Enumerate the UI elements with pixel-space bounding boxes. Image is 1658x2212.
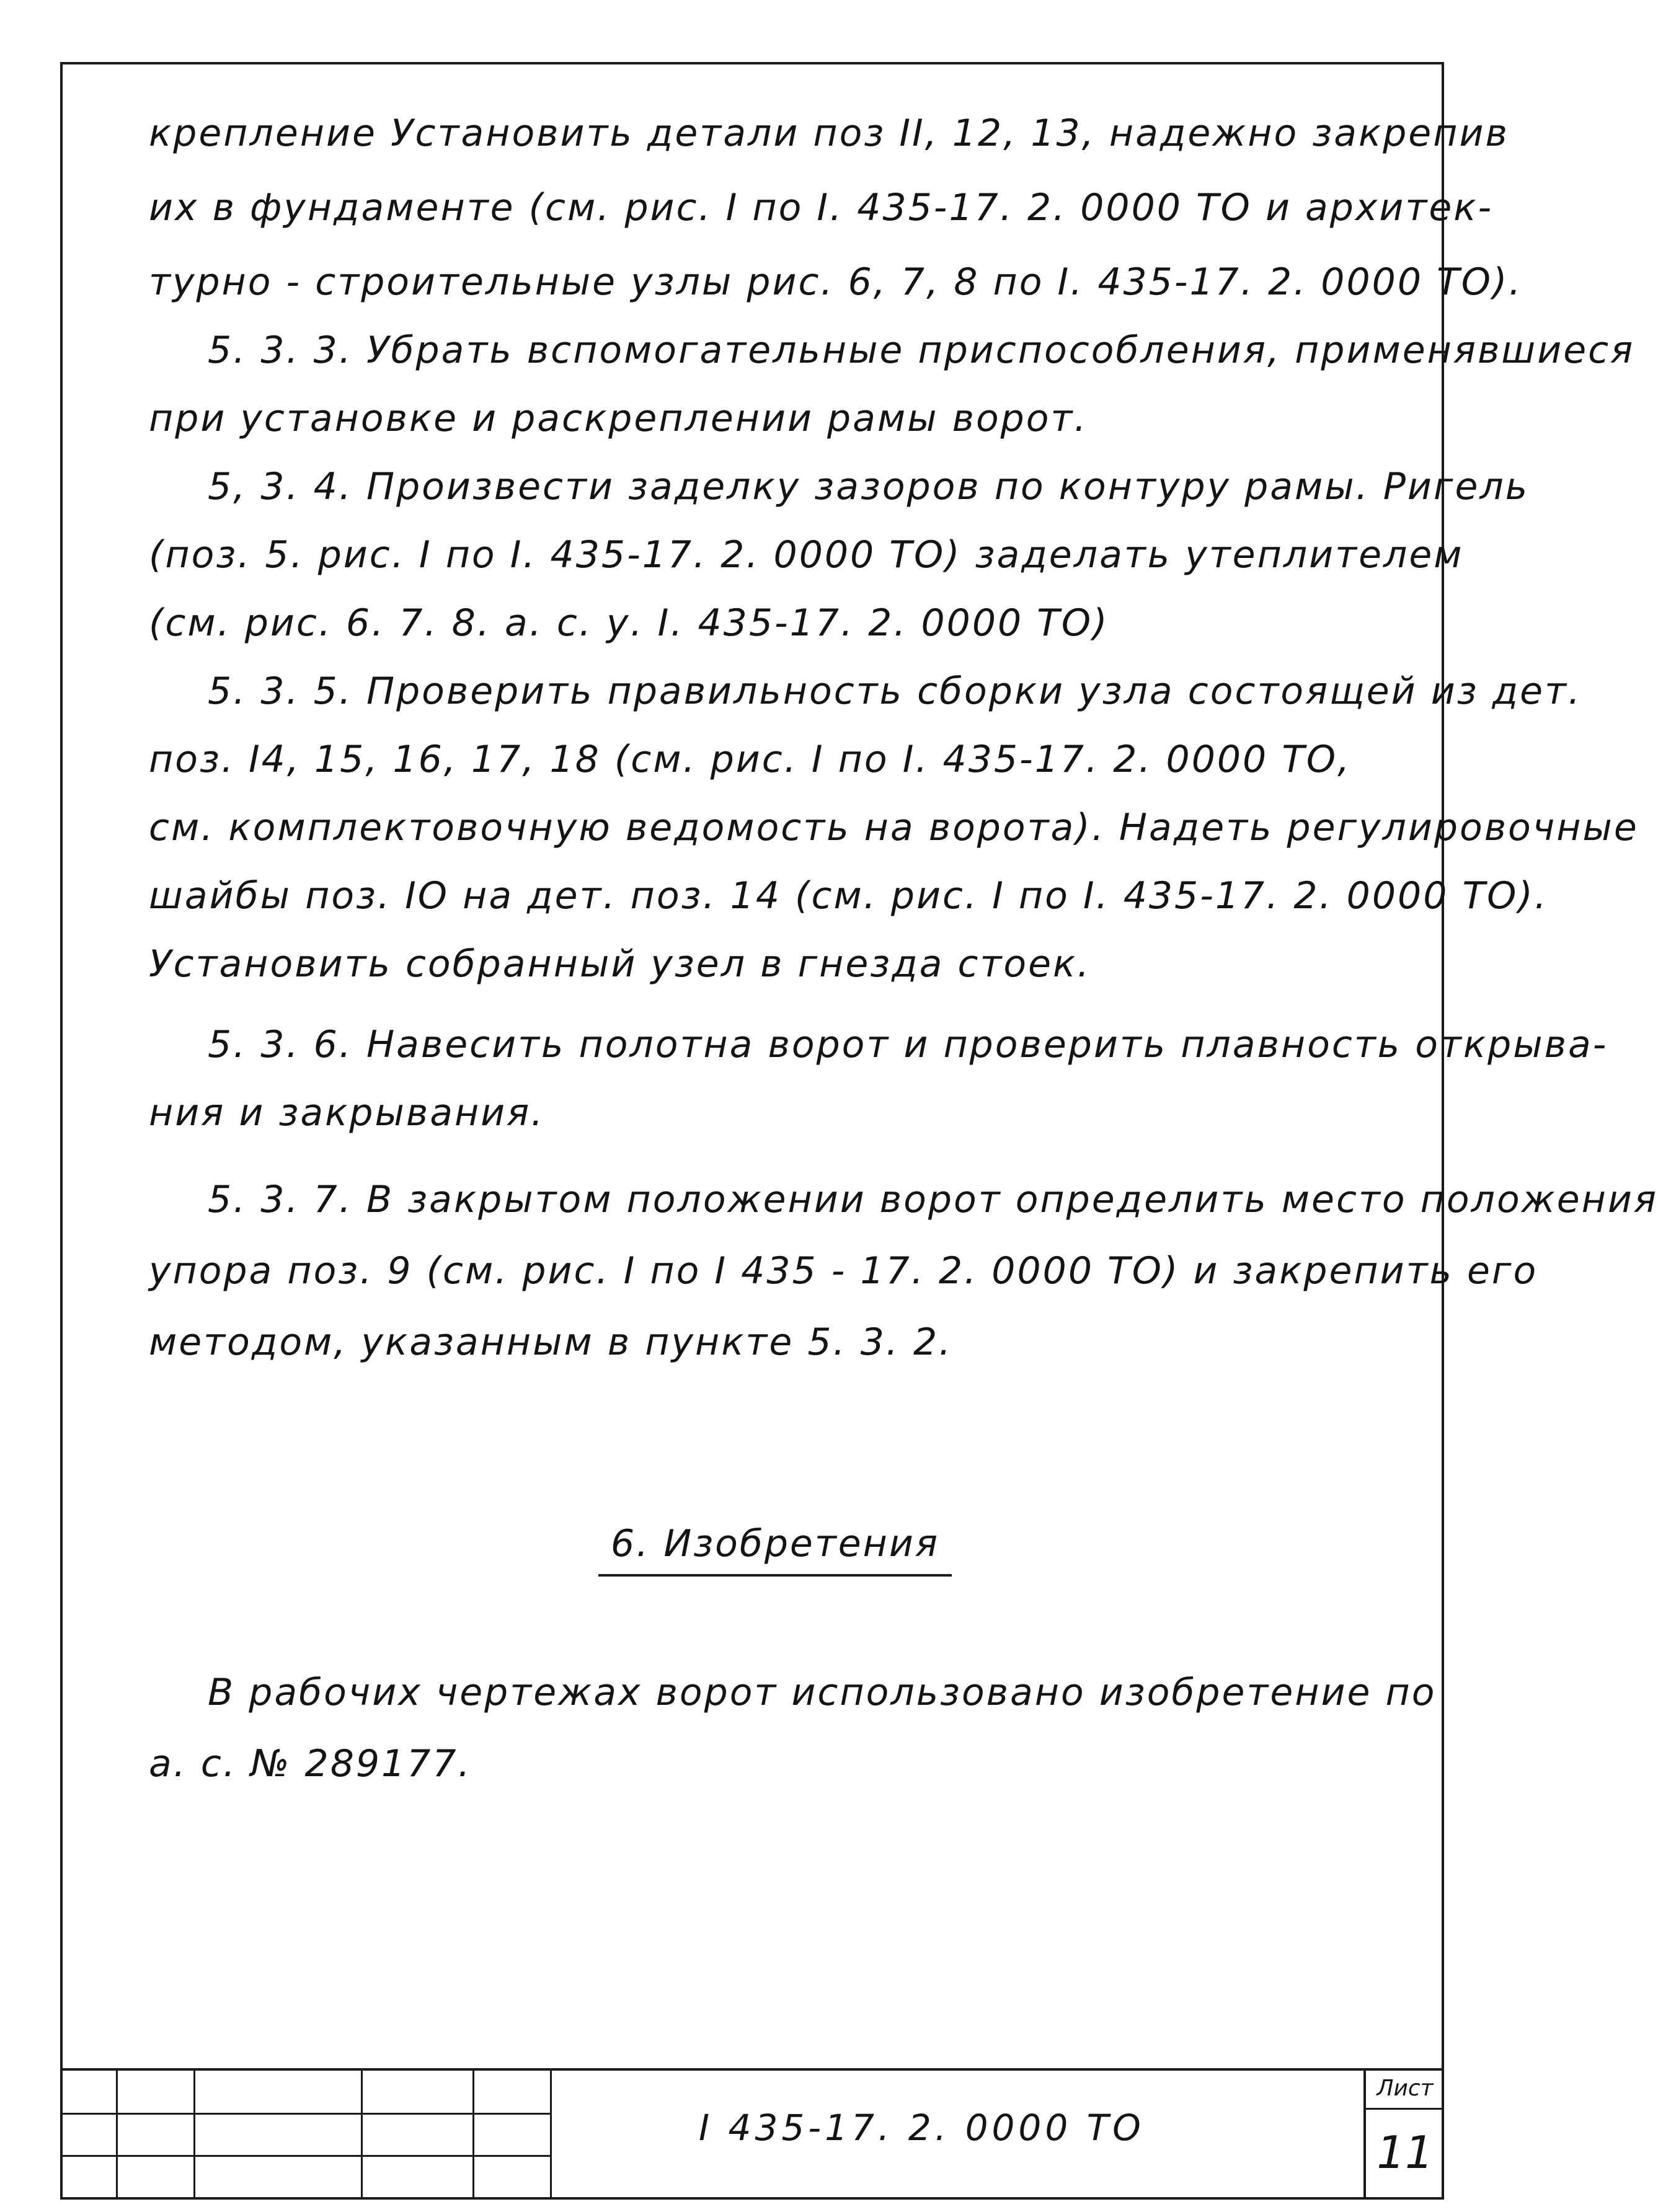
text-line: их в фундаменте (см. рис. I по I. 435-17. 2. 0000 ТО и архитек- <box>149 186 1494 229</box>
text-line: при установке и раскреплении рамы ворот. <box>149 397 1088 440</box>
title-block <box>60 2068 1444 2200</box>
section-title <box>140 1522 1411 1577</box>
text-line: упора поз. 9 (см. рис. I по I 435 - 17. 2. 0000 ТО) и закрепить его <box>149 1249 1538 1293</box>
title-block-divider <box>472 2071 474 2200</box>
text-line: ния и закрывания. <box>149 1091 545 1135</box>
title-block-divider <box>361 2071 363 2200</box>
title-block-divider <box>193 2071 195 2200</box>
text-line: шайбы поз. IO на дет. поз. 14 (см. рис. I по I. 435-17. 2. 0000 ТО). <box>149 874 1548 918</box>
text-line: В рабочих чертежах ворот использовано изобретение по <box>208 1671 1437 1714</box>
text-line: 5, 3. 4. Произвести заделку зазоров по контуру рамы. Ригель <box>208 465 1530 508</box>
text-line: 5. 3. 7. В закрытом положении ворот определить место положения <box>208 1178 1658 1221</box>
text-line: поз. I4, 15, 16, 17, 18 (см. рис. I по I. 435-17. 2. 0000 ТО, <box>149 738 1352 781</box>
text-line: 5. 3. 3. Убрать вспомогательные приспособления, применявшиеся <box>208 329 1635 372</box>
text-line: а. с. № 289177. <box>149 1742 472 1785</box>
title-block-row-line <box>60 2155 550 2157</box>
sheet-number: 11 <box>1376 2126 1434 2179</box>
text-line: (поз. 5. рис. I по I. 435-17. 2. 0000 ТО) заделать утеплителем <box>149 533 1464 577</box>
section-title-text: 6. Изобретения <box>598 1522 952 1577</box>
text-line: см. комплектовочную ведомость на ворота). Надеть регулировочные <box>149 806 1639 849</box>
text-line: методом, указанным в пункте 5. 3. 2. <box>149 1321 953 1364</box>
text-line: Установить собранный узел в гнезда стоек. <box>149 942 1091 986</box>
sheet-label: Лист <box>1376 2076 1434 2101</box>
text-line: (см. рис. 6. 7. 8. а. с. у. I. 435-17. 2. 0000 ТО) <box>149 601 1109 645</box>
sheet-cell-divider <box>1366 2108 1444 2110</box>
text-line: 5. 3. 5. Проверить правильность сборки узла состоящей из дет. <box>208 670 1582 713</box>
sheet-number-cell <box>1363 2071 1444 2200</box>
text-line: турно - строительные узлы рис. 6, 7, 8 по I. 435-17. 2. 0000 ТО). <box>149 260 1523 304</box>
title-block-row-line <box>60 2113 550 2115</box>
title-block-divider <box>116 2071 118 2200</box>
text-line: крепление Установить детали поз II, 12, 13, надежно закрепив <box>149 112 1509 155</box>
document-number: I 435-17. 2. 0000 ТО <box>699 2107 1145 2149</box>
title-block-divider <box>550 2071 552 2200</box>
text-line: 5. 3. 6. Навесить полотна ворот и проверить плавность открыва- <box>208 1023 1608 1066</box>
